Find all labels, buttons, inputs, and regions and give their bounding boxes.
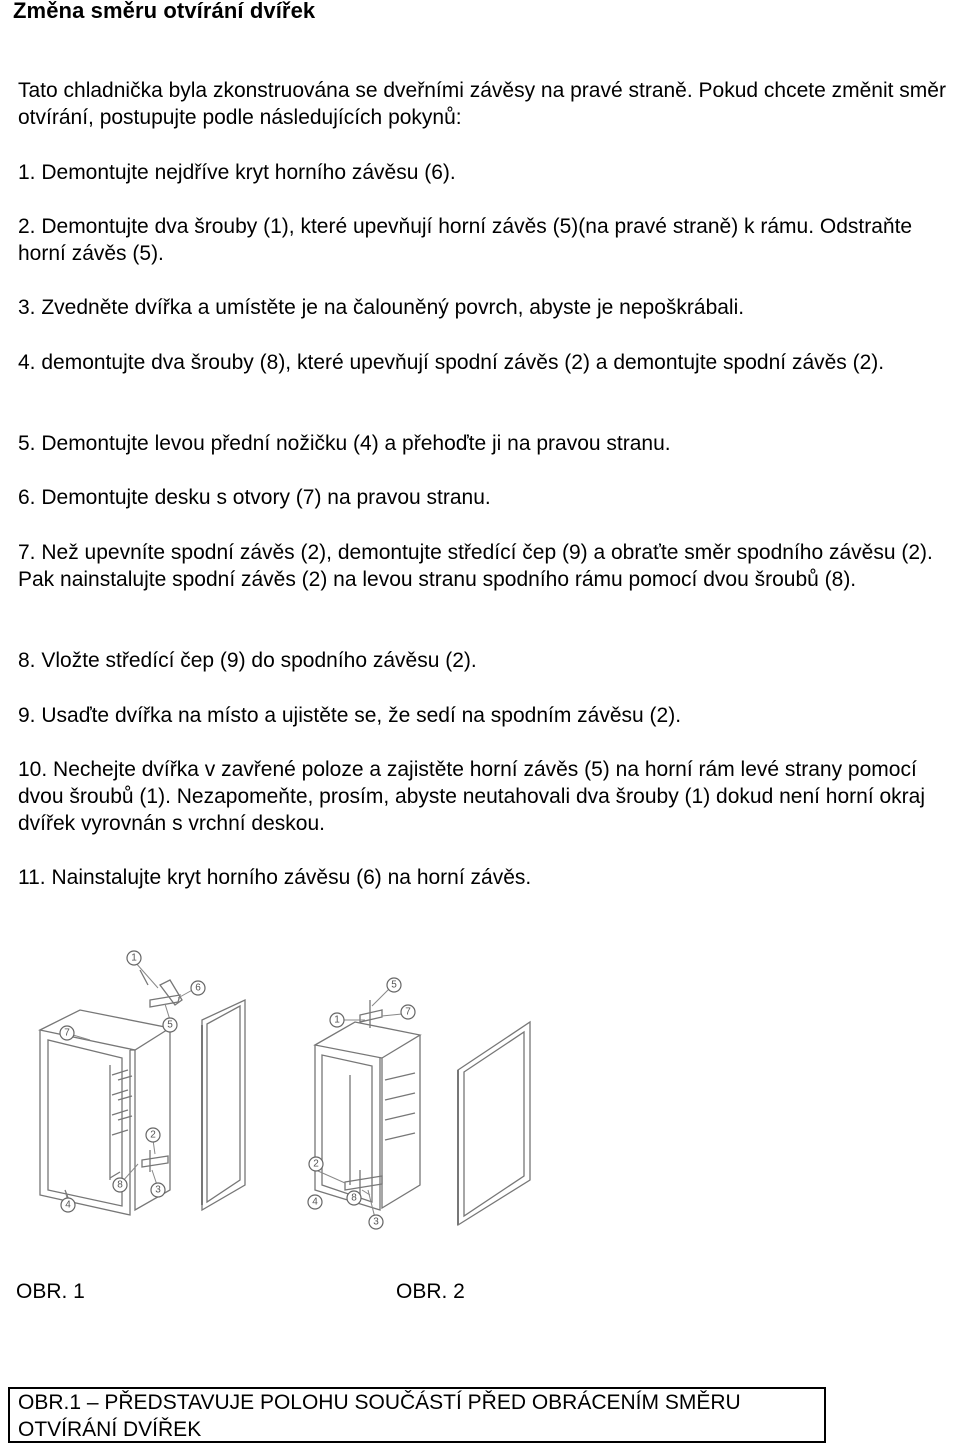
callout-label: 3 bbox=[373, 1216, 379, 1228]
fridge-cabinet-fig2 bbox=[315, 1022, 420, 1210]
callouts-fig2 bbox=[308, 978, 415, 1229]
step-3: 3. Zvedněte dvířka a umístěte je na čalouněný povrch, abyste je nepoškrábali. bbox=[18, 296, 745, 319]
step-7: 7. Než upevníte spodní závěs (2), demontujte středící čep (9) a obraťte směr spodního závěsu (2). Pak nainstalujte spodní závěs (2) na levou stranu spodního rámu pomocí dvou šroubů (8). bbox=[18, 541, 939, 591]
step-8: 8. Vložte středící čep (9) do spodního závěsu (2). bbox=[18, 649, 477, 672]
callout-label: 5 bbox=[391, 979, 397, 991]
callout-label: 8 bbox=[117, 1179, 123, 1191]
callout-label: 7 bbox=[405, 1006, 411, 1018]
fridge-cabinet-fig1 bbox=[40, 1010, 170, 1215]
intro-paragraph: Tato chladnička byla zkonstruována se dveřními závěsy na pravé straně. Pokud chcete změnit směr otvírání, postupujte podle následujících pokynů: bbox=[18, 79, 952, 129]
step-9: 9. Usaďte dvířka na místo a ujistěte se, že sedí na spodním závěsu (2). bbox=[18, 704, 682, 727]
caption-fig2: OBR. 2 bbox=[396, 1280, 465, 1303]
callout-label: 2 bbox=[150, 1129, 156, 1141]
step-11: 11. Nainstalujte kryt horního závěsu (6) na horní závěs. bbox=[18, 866, 532, 889]
step-10: 10. Nechejte dvířka v zavřené poloze a zajistěte horní závěs (5) na horní rám levé strany pomocí dvou šroubů (1). Nezapomeňte, prosím, abyste neutahovali dva šrouby (1) dokud není horní okraj dvířek vyrovnán s vrchní deskou. bbox=[18, 758, 931, 835]
callout-label: 7 bbox=[64, 1027, 70, 1039]
callout-label: 1 bbox=[131, 952, 137, 964]
figure-note-text: OBR.1 – PŘEDSTAVUJE POLOHU SOUČÁSTÍ PŘED OBRÁCENÍM SMĚRU OTVÍRÁNÍ DVÍŘEK bbox=[18, 1391, 741, 1441]
callout-label: 2 bbox=[313, 1158, 319, 1170]
page-title: Změna směru otvírání dvířek bbox=[13, 0, 316, 23]
callout-label: 8 bbox=[351, 1192, 357, 1204]
top-hinge-parts-fig1 bbox=[140, 970, 182, 1007]
step-2: 2. Demontujte dva šrouby (1), které upevňují horní závěs (5)(na pravé straně) k rámu. Odstraňte horní závěs (5). bbox=[18, 215, 918, 265]
callouts-fig1 bbox=[60, 951, 205, 1212]
door-reversal-illustration bbox=[10, 940, 555, 1250]
callout-label: 3 bbox=[155, 1184, 161, 1196]
step-1: 1. Demontujte nejdříve kryt horního závěsu (6). bbox=[18, 161, 456, 184]
callout-label: 5 bbox=[167, 1019, 173, 1031]
callout-label: 4 bbox=[65, 1199, 71, 1211]
figure-note-box bbox=[8, 1387, 826, 1443]
door-fig1 bbox=[202, 1000, 245, 1210]
step-6: 6. Demontujte desku s otvory (7) na pravou stranu. bbox=[18, 486, 491, 509]
step-4: 4. demontujte dva šrouby (8), které upevňují spodní závěs (2) a demontujte spodní závěs (2). bbox=[18, 351, 885, 374]
door-fig2 bbox=[458, 1022, 530, 1225]
callout-label: 1 bbox=[334, 1014, 340, 1026]
callout-label: 6 bbox=[195, 982, 201, 994]
callout-label: 4 bbox=[312, 1196, 318, 1208]
step-5: 5. Demontujte levou přední nožičku (4) a přehoďte ji na pravou stranu. bbox=[18, 432, 671, 455]
caption-fig1: OBR. 1 bbox=[16, 1280, 85, 1303]
